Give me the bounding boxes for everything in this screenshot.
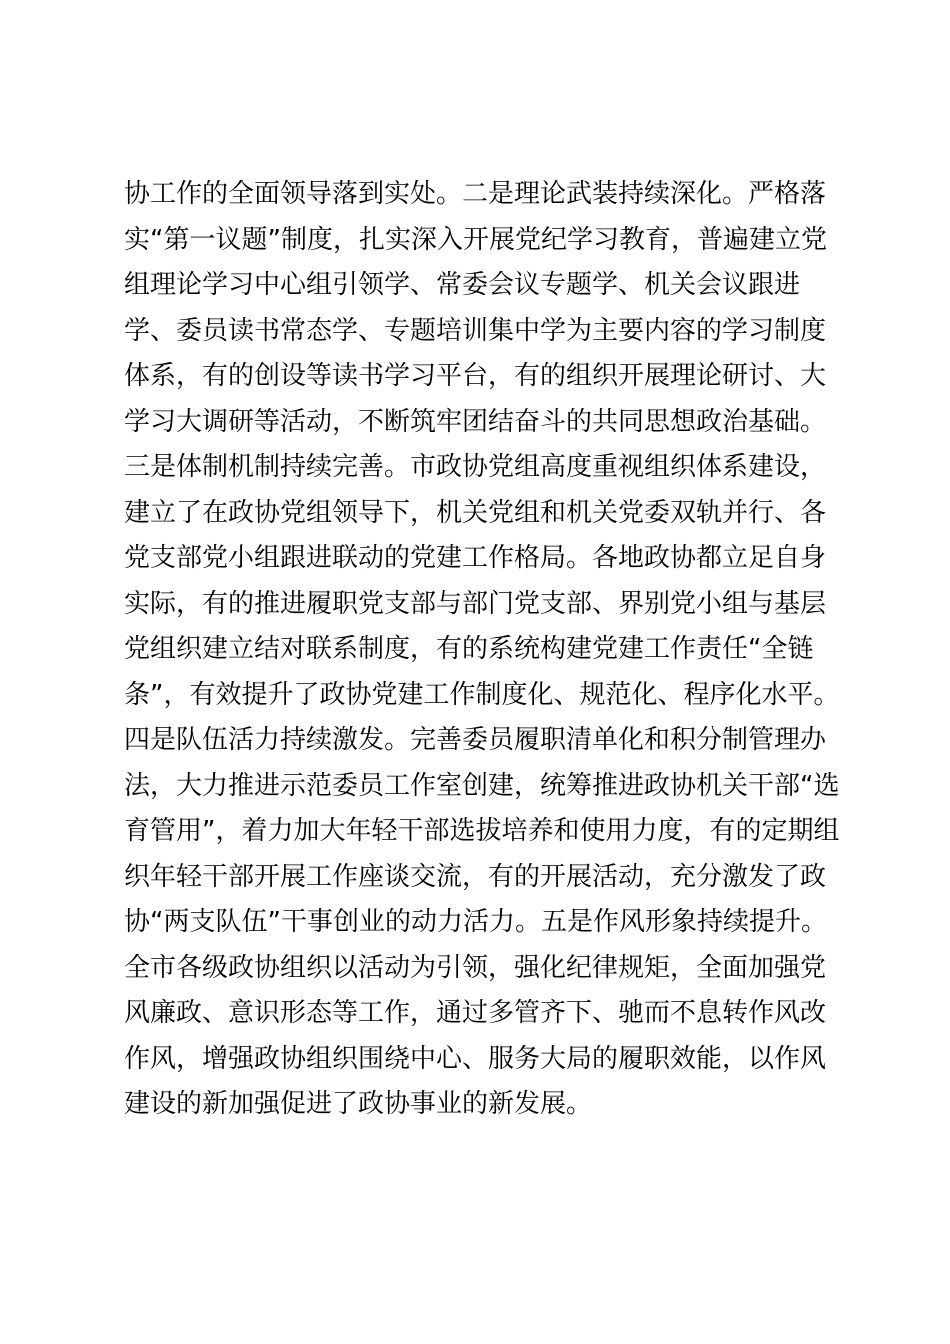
text-line: 全市各级政协组织以活动为引领，强化纪律规矩，全面加强党 [124, 952, 827, 983]
text-line: 建立了在政协党组领导下，机关党组和机关党委双轨并行、各 [124, 497, 827, 528]
text-line: 体系，有的创设等读书学习平台，有的组织开展理论研讨、大 [124, 361, 827, 391]
text-line: 学、委员读书常态学、专题培训集中学为主要内容的学习制度 [124, 315, 827, 346]
text-line: 实“第一议题”制度，扎实深入开展党纪学习教育，普遍建立党 [124, 224, 827, 255]
text-line: 三是体制机制持续完善。市政协党组高度重视组织体系建设， [124, 452, 827, 482]
text-line: 四是队伍活力持续激发。完善委员履职清单化和积分制管理办 [124, 725, 827, 755]
text-line: 实际，有的推进履职党支部与部门党支部、界别党小组与基层 [124, 588, 827, 619]
text-line: 法，大力推进示范委员工作室创建，统筹推进政协机关干部“选 [124, 770, 840, 801]
text-line: 织年轻干部开展工作座谈交流，有的开展活动，充分激发了政 [124, 861, 827, 892]
text-line: 党支部党小组跟进联动的党建工作格局。各地政协都立足自身 [124, 543, 827, 573]
text-line: 建设的新加强促进了政协事业的新发展。 [124, 1089, 593, 1119]
text-line: 协“两支队伍”干事创业的动力活力。五是作风形象持续提升。 [124, 907, 827, 937]
text-line: 作风，增强政协组织围绕中心、服务大局的履职效能，以作风 [124, 1043, 827, 1074]
body-paragraph [124, 172, 844, 1128]
text-line: 党组织建立结对联系制度，有的系统构建党建工作责任“全链 [124, 634, 814, 664]
text-line: 协工作的全面领导落到实处。二是理论武装持续深化。严格落 [124, 179, 827, 209]
text-line: 组理论学习中心组引领学、常委会议专题学、机关会议跟进 [124, 270, 801, 300]
text-line: 风廉政、意识形态等工作，通过多管齐下、驰而不息转作风改 [124, 998, 827, 1028]
text-line: 条”，有效提升了政协党建工作制度化、规范化、程序化水平。 [124, 679, 840, 710]
text-line: 学习大调研等活动，不断筑牢团结奋斗的共同思想政治基础。 [124, 406, 827, 437]
text-line: 育管用”，着力加大年轻干部选拔培养和使用力度，有的定期组 [124, 816, 840, 846]
